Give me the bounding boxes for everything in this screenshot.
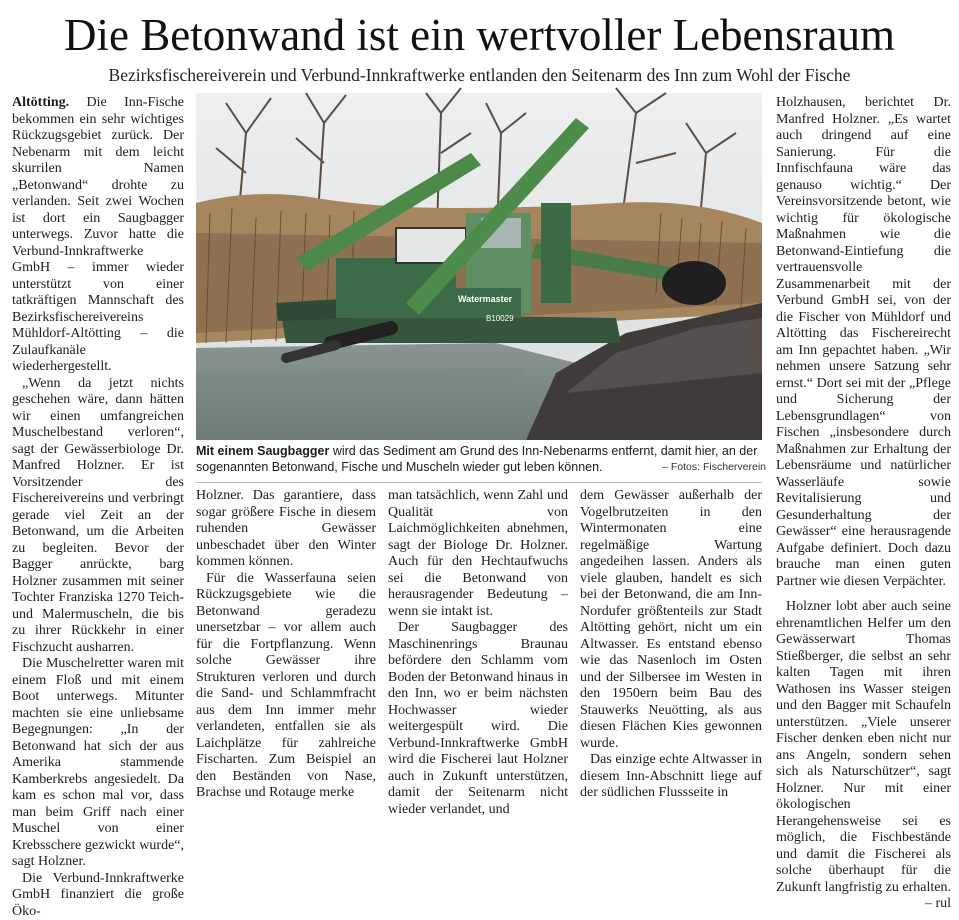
paragraph [12, 95, 184, 376]
article-column-3 [388, 488, 568, 775]
machine-number: B10029 [486, 314, 514, 323]
photo-caption [196, 443, 766, 475]
article-column-4 [580, 488, 762, 775]
paragraph: Für die Wasserfauna seien Rückzugsgebiete wie die Betonwand geradezu unersetzbar – vor allem auch für die Fortpflanzung. Wenn solche Gewässer ihre Strukturen verloren und durch die Sand- und Schlammfracht aus dem Inn immer mehr verlandeten, entfallen sie als Laichplätze für zahlreiche Fischarten. Zum Beispiel an den Beständen von Nase, Brachse und Rotauge merke [196, 571, 376, 802]
article-headline: Die Betonwand ist ein wertvoller Lebensraum [0, 8, 959, 62]
caption-divider [196, 482, 762, 483]
paragraph: „Wenn da jetzt nichts geschehen wäre, dann hätten wir einen umfangreichen Muschelbestand verloren“, sagt der Gewässerbiologe Dr. Manfred Holzner. Er ist Vorsitzender des Fischereivereins und verbringt gerade viel Zeit an der Betonwand, um die Arbeiten zu begleiten. Bevor der Bagger anrückte, barg Holzner zusammen mit seiner Tochter Franziska 1270 Teich- und Malermuscheln, die bis zu ihrer Rückkehr in einer Fischzucht ausharren. [12, 376, 184, 657]
article-column-5 [776, 95, 951, 775]
paragraph: Der Saugbagger des Maschinenrings Braunau befördere den Schlamm vom Boden der Betonwand hinaus in den Inn, wo er beim nächsten Hochwasser wieder weitergespült wird. Die Verbund-Innkraftwerke GmbH wird die Fischerei laut Holzner auch in Zukunft unterstützen, damit der Seitenarm nicht wieder verlandet, und [388, 620, 568, 818]
article-photo [196, 93, 762, 440]
author-signature: – rul [776, 896, 951, 913]
paragraph: Die Verbund-Innkraftwerke GmbH finanziert die große Öko- [12, 871, 184, 920]
article-column-1 [12, 95, 184, 775]
paragraph: man tatsächlich, wenn Zahl und Qualität von Laichmöglichkeiten abnehmen, sagt der Biologe Dr. Holzner. Auch für den Hechtaufwuchs sei die Betonwand von herausragender Bedeutung – wenn sie intakt ist. [388, 488, 568, 620]
paragraph: Das einzige echte Altwasser in diesem Inn-Abschnitt liege auf der südlichen Flussseite in [580, 752, 762, 802]
photo-credit: – Fotos: Fischerverein [662, 459, 766, 475]
paragraph: Holzhausen, berichtet Dr. Manfred Holzner. „Es wartet auch dringend auf eine Sanierung. Für die Innfischfauna wäre das genauso wichtig.“ Der Vereinsvorsitzende betont, wie wichtig für ökologische Maßnahmen wie die Betonwand-Eintiefung die vertrauensvolle Zusammenarbeit mit der Verbund GmbH sei, von der die Fischer von Mühldorf und Altötting das Fischereirecht am Inn gepachtet haben. „Wir nehmen unsere Satzung sehr ernst.“ Dort sei mit der „Pflege und Sicherung der Lebensgrundlagen“ von Fischen „insbesondere durch Maßnahmen zur Erhaltung der Lebensräume und natürlicher Wasserläufe sowie Revitalisierung und Gesunderhaltung der Gewässer“ eine herausragende Aufgabe definiert. Doch dazu brauche man einen guten Partner wie diesen Verpächter. [776, 95, 951, 590]
paragraph: dem Gewässer außerhalb der Vogelbrutzeiten in den Wintermonaten eine regelmäßige Wartung angedeihen lassen. Anders als viele glauben, handelt es sich bei der Betonwand, die am Inn-Nordufer größtenteils zur Stadt Altötting gehört, nicht um ein Altwasser. Es entstand ebenso wie das Nasenloch im Osten und der Silbersee im Westen in den 1950ern beim Bau des Stauwerks Neuötting, als aus diesen Flächen Kies gewonnen wurde. [580, 488, 762, 752]
paragraph: Holzner. Das garantiere, dass sogar größere Fische in diesem ruhenden Gewässer unbeschadet über den Winter kommen können. [196, 488, 376, 571]
dateline: Altötting. [12, 95, 69, 110]
article-column-2 [196, 488, 376, 775]
caption-lead: Mit einem Saugbagger [196, 444, 329, 458]
article-subheadline: Bezirksfischereiverein und Verbund-Innkraftwerke entlanden den Seitenarm des Inn zum Wohl der Fische [0, 64, 959, 86]
paragraph-text: Die Inn-Fische bekommen ein sehr wichtiges Rückzugsgebiet zurück. Der Nebenarm mit dem leicht skurrilen Namen „Betonwand“ drohte zu verlanden. Seit zwei Wochen ist dort ein Saugbagger unterwegs. Zuvor hatte die Verbund-Innkraftwerke GmbH – immer wieder unterstützt von einer tatkräftigen Mannschaft des Bezirksfischereivereins Mühldorf-Altötting – die Zulaufkanäle wiederhergestellt. [12, 95, 184, 374]
caption-text: wird das Sediment am Grund des Inn-Nebenarms entfernt, damit hier, an der sogenannten Betonwand, Fische und Muscheln wieder gut leben können. [196, 444, 757, 474]
paragraph: Die Muschelretter waren mit einem Floß und mit einem Boot unterwegs. Mitunter machten sie eine unliebsame Begegnungen: „In der Betonwand hat sich der aus Amerika stammende Kamberkrebs angesiedelt. Da kam es schon mal vor, dass man beim Griff nach einer Muschel von einer Krebsschere gezwickt wurde“, sagt Holzner. [12, 656, 184, 871]
paragraph: Holzner lobt aber auch seine ehrenamtlichen Helfer um den Gewässerwart Thomas Stießberger, die selbst an sehr kalten Tagen mit ihren Wathosen ins Wasser steigen und den Bagger mit Schaufeln unterstützen. „Viele unserer Fischer denken eben nicht nur ans Angeln, sondern sehen sich als Naturschützer“, sagt Holzner. Nur mit einer ökologischen Herangehensweise sei es möglich, die Fischbestände und damit die Fischerei als solche überhaupt für die Zukunft langfristig zu erhalten. [776, 599, 951, 896]
machine-label: Watermaster [458, 294, 513, 304]
